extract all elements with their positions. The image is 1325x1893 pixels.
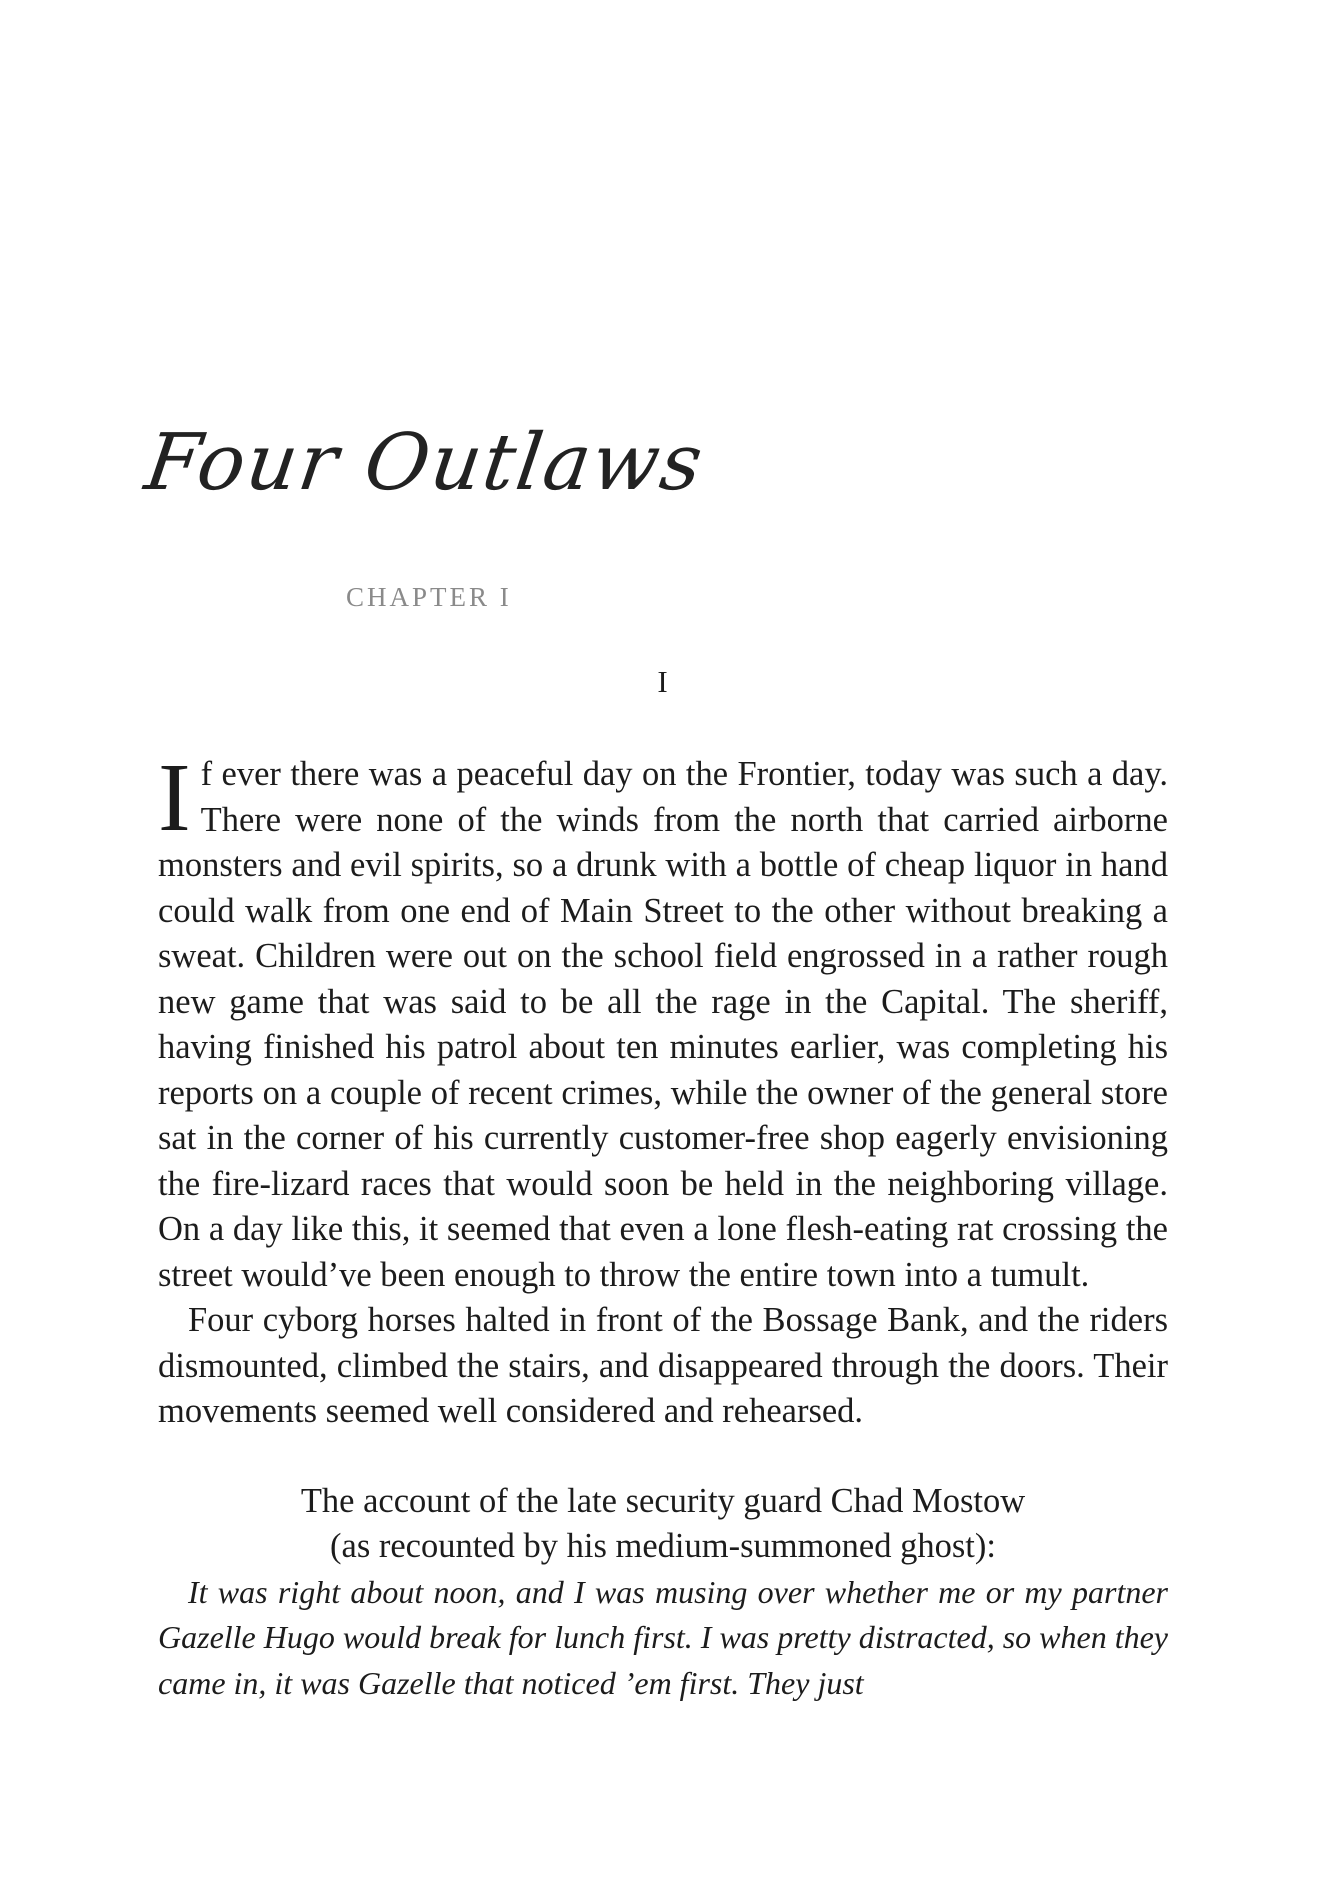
account-intro-line-1: The account of the late security guard Chad Mostow (300, 1481, 1026, 1520)
chapter-title: Four Outlaws (140, 418, 710, 508)
body-text (158, 744, 1168, 1706)
second-paragraph: Four cyborg horses halted in front of the Bossage Bank, and the riders dismounted, climbed the stairs, and disappeared through the doors. Their movements seemed well considered and rehearsed. (158, 1301, 1168, 1430)
account-intro-line-2: (as recounted by his medium-summoned ghost): (330, 1527, 996, 1565)
section-number: I (657, 664, 668, 699)
account-intro (158, 1479, 1168, 1570)
opening-paragraph-text: f ever there was a peaceful day on the Frontier, today was such a day. There were none of the winds from the north that carried airborne monsters and evil spirits, so a drunk with a bottle of cheap liquor in hand could walk from one end of Main Street to the other without breaking a sweat. Children were out on the school field engrossed in a rather rough new game that was said to be all the rage in the Capital. The sheriff, having finished his patrol about ten minutes earlier, was completing his reports on a couple of recent crimes, while the owner of the general store sat in the corner of his currently customer-free shop eagerly envisioning the fire-lizard races that would soon be held in the neighboring village. On a day like this, it seemed that even a lone flesh-eating rat crossing the street would’ve been enough to throw the entire town into a tumult. (158, 755, 1168, 1294)
account-testimony: It was right about noon, and I was musing over whether me or my partner Gazelle Hugo would break for lunch first. I was pretty distracted, so when they came in, it was Gazelle that noticed ’em first. They just (158, 1573, 1168, 1701)
chapter-label: CHAPTER I (346, 582, 512, 612)
opening-paragraph (158, 744, 1168, 1298)
drop-cap: I (158, 744, 191, 852)
